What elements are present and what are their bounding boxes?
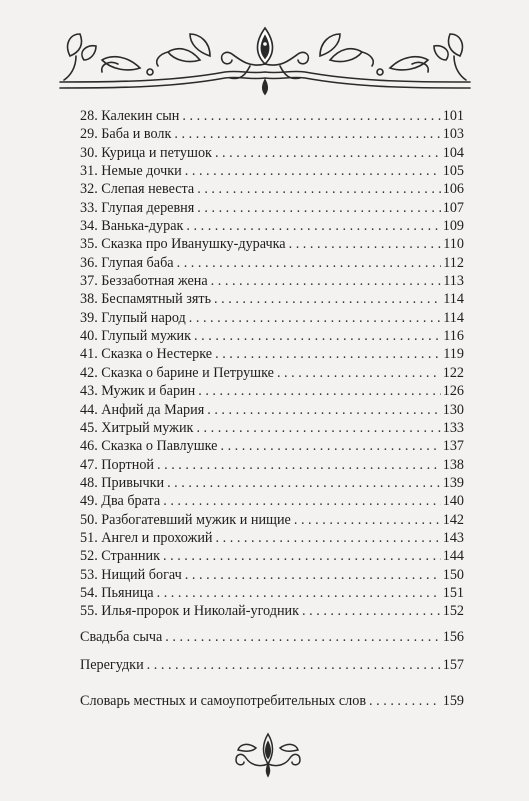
toc-entry-svadba[interactable] [80,628,464,646]
dot-leader [196,419,440,437]
dot-leader [198,382,441,400]
toc-entry-page: 156 [442,629,464,645]
toc-entry-title: 35. Сказка про Иванушку-дурачка [80,236,286,253]
toc-entry[interactable] [80,309,464,327]
toc-entry-page: 112 [443,254,464,271]
toc-entry-title: 51. Ангел и прохожий [80,529,213,546]
dot-leader [147,656,441,674]
toc-entry-page: 152 [442,603,464,620]
toc-entry-page: 142 [442,511,464,528]
dot-leader [189,309,441,327]
dot-leader [165,628,440,646]
toc-entry[interactable] [80,492,464,510]
toc-entry-page: 159 [442,693,464,709]
toc-entry-title: 52. Странник [80,548,160,565]
toc-entry-page: 114 [443,291,464,308]
toc-entry[interactable] [80,437,464,455]
dot-leader [185,566,441,584]
toc-entry[interactable] [80,511,464,529]
toc-entry-page: 122 [442,364,464,381]
toc-entry[interactable] [80,290,464,308]
toc-entry-page: 144 [442,548,464,565]
toc-entry-slovar[interactable] [80,692,464,710]
toc-entry-title: 41. Сказка о Нестерке [80,346,213,363]
dot-leader [216,529,441,547]
toc-entry[interactable] [80,327,464,345]
toc-entry-title: 43. Мужик и барин [80,383,196,400]
dot-leader [214,290,441,308]
dot-leader [369,692,441,710]
dot-leader [174,125,440,143]
toc-entry-page: 138 [442,456,464,473]
toc-entry-page: 151 [442,584,464,601]
table-of-contents [80,107,464,621]
toc-entry-page: 133 [442,419,464,436]
toc-entry[interactable] [80,547,464,565]
toc-entry[interactable] [80,566,464,584]
toc-entry-page: 104 [442,144,464,161]
toc-entry[interactable] [80,602,464,620]
toc-entry[interactable] [80,419,464,437]
toc-entry-page: 106 [442,181,464,198]
dot-leader [163,547,441,565]
toc-entry-title: 40. Глупый мужик [80,328,192,345]
toc-entry-page: 119 [443,346,464,363]
toc-entry-title: 30. Курица и петушок [80,144,212,161]
toc-entry[interactable] [80,162,464,180]
toc-entry-title: 34. Ванька-дурак [80,218,184,235]
dot-leader [220,437,440,455]
dot-leader [182,107,440,125]
toc-entry[interactable] [80,401,464,419]
toc-entry-title: 37. Беззаботная жена [80,273,208,290]
toc-entry-title: 48. Привычки [80,474,165,491]
toc-entry-title: 33. Глупая деревня [80,199,195,216]
toc-entry-page: 139 [442,474,464,491]
toc-entry-title: 28. Калекин сын [80,108,180,124]
dot-leader [185,162,441,180]
dot-leader [167,474,441,492]
toc-entry[interactable] [80,199,464,217]
toc-entry-page: 114 [443,309,464,326]
toc-entry[interactable] [80,529,464,547]
dot-leader [157,584,441,602]
toc-entry-page: 103 [442,126,464,143]
dot-leader [289,235,442,253]
dot-leader [197,180,441,198]
toc-entry-page: 137 [442,438,464,455]
toc-entry-peregudki[interactable] [80,656,464,674]
toc-entry-title: 49. Два брата [80,493,161,510]
dot-leader [302,602,441,620]
toc-entry[interactable] [80,456,464,474]
toc-entry[interactable] [80,254,464,272]
dot-leader [215,345,441,363]
toc-entry-title: 47. Портной [80,456,155,473]
dot-leader [215,144,441,162]
toc-entry-page: 130 [442,401,464,418]
toc-entry[interactable] [80,144,464,162]
toc-entry-title: Свадьба сыча [80,629,163,645]
toc-entry-title: 50. Разбогатевший мужик и нищие [80,511,291,528]
toc-entry-title: 45. Хитрый мужик [80,419,194,436]
toc-entry-title: Словарь местных и самоупотребительных слов [80,693,367,709]
toc-entry-title: 55. Илья-пророк и Николай-угодник [80,603,300,620]
toc-entry-page: 107 [442,199,464,216]
toc-entry-title: 32. Слепая невеста [80,181,195,198]
dot-leader [194,327,441,345]
dot-leader [157,456,441,474]
toc-entry-title: 46. Сказка о Павлушке [80,438,218,455]
toc-entry[interactable] [80,584,464,602]
toc-entry-page: 150 [442,566,464,583]
toc-entry-page: 116 [443,328,464,345]
toc-entry-title: 44. Анфий да Мария [80,401,205,418]
dot-leader [186,217,440,235]
toc-entry[interactable] [80,272,464,290]
dot-leader [207,401,440,419]
toc-entry-title: 29. Баба и волк [80,126,172,143]
floral-footer-ornament-icon [228,728,308,778]
toc-entry[interactable] [80,382,464,400]
toc-entry-title: 42. Сказка о барине и Петрушке [80,364,274,381]
dot-leader [177,254,442,272]
toc-entry-page: 110 [443,236,464,253]
toc-entry[interactable] [80,345,464,363]
dot-leader [211,272,442,290]
dot-leader [163,492,440,510]
toc-entry-page: 157 [442,657,464,673]
toc-entry-title: 53. Нищий богач [80,566,182,583]
floral-header-ornament-icon [50,20,480,100]
toc-entry-title: 31. Немые дочки [80,163,182,180]
toc-entry-page: 113 [443,273,464,290]
toc-entry-page: 109 [442,218,464,235]
toc-entry[interactable] [80,107,464,125]
toc-entry[interactable] [80,235,464,253]
toc-entry-page: 101 [442,108,464,124]
toc-entry-page: 126 [442,383,464,400]
toc-entry-title: 36. Глупая баба [80,254,174,271]
toc-entry[interactable] [80,474,464,492]
dot-leader [197,199,440,217]
dot-leader [277,364,441,382]
toc-entry-title: 54. Пьяница [80,584,154,601]
toc-entry[interactable] [80,217,464,235]
toc-entry-title: 39. Глупый народ [80,309,186,326]
toc-entry-page: 140 [442,493,464,510]
toc-entry[interactable] [80,364,464,382]
toc-entry-page: 105 [442,163,464,180]
toc-entry[interactable] [80,125,464,143]
toc-entry[interactable] [80,180,464,198]
toc-entry-title: 38. Беспамятный зять [80,291,212,308]
toc-entry-page: 143 [442,529,464,546]
dot-leader [294,511,441,529]
toc-entry-title: Перегудки [80,657,144,673]
